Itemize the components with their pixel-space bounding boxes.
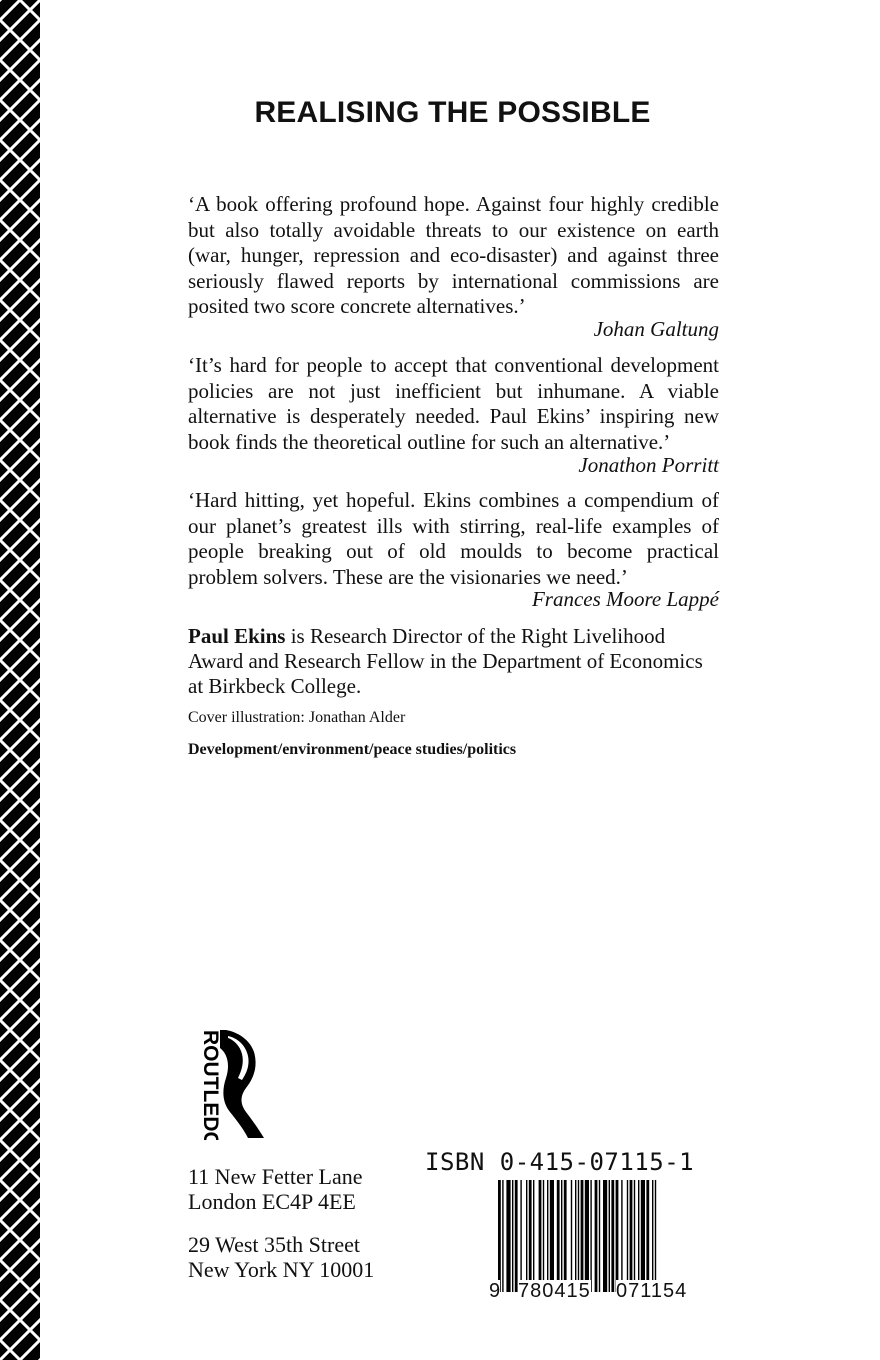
barcode-bar (621, 1180, 622, 1292)
barcode-digits-right: 071154 (616, 1280, 688, 1302)
barcode-bar (571, 1180, 572, 1292)
barcode-bar (543, 1180, 544, 1292)
barcode-bar (581, 1180, 584, 1292)
quote-text: ‘Hard hitting, yet hopeful. Ekins combines a compendium of our planet’s greatest ills with stirring, real-life examples of people breaking out of old moulds to become practical problem solvers. These are the visionaries we need.’ (188, 488, 719, 589)
barcode-bar (557, 1180, 560, 1292)
barcode-bar (652, 1180, 653, 1292)
address-line: 11 New Fetter Lane (188, 1164, 363, 1189)
barcode-bar (641, 1180, 645, 1292)
barcode-bar (520, 1180, 521, 1292)
barcode-bar (547, 1180, 548, 1292)
address-line: New York NY 10001 (188, 1257, 375, 1282)
routledge-logo (186, 1026, 266, 1145)
quote-text: ‘A book offering profound hope. Against four highly credible but also totally avoidable threats to our existence on earth (war, hunger, repression and eco-disaster) and against three seriously flawed reports by international commissions are posited two score concrete alternatives.’ (188, 192, 719, 319)
barcode-bar (578, 1180, 579, 1292)
logo-wordmark: ROUTLEDGE (199, 1030, 222, 1140)
barcode-bar (603, 1180, 607, 1292)
barcode-bar (512, 1180, 513, 1292)
quote-1 (188, 192, 719, 320)
barcode-bar (506, 1180, 510, 1292)
barcode-bar (585, 1180, 589, 1292)
barcode-bar (595, 1180, 598, 1292)
address-new-york (188, 1232, 374, 1282)
subject-category: Development/environment/peace studies/politics (188, 741, 517, 758)
barcode-digits-left: 780415 (518, 1280, 591, 1302)
barcode-lead-digit: 9 (489, 1280, 501, 1302)
barcode-bar (561, 1180, 562, 1292)
barcode-bar (590, 1180, 591, 1292)
barcode-bar (498, 1180, 501, 1292)
barcode-bar (599, 1180, 600, 1292)
barcode-bar (616, 1180, 619, 1292)
decorative-border-pattern (0, 0, 40, 1360)
barcode-bar (630, 1180, 633, 1292)
barcode-bar (638, 1180, 639, 1292)
quote-3 (188, 488, 719, 590)
cover-credit: Cover illustration: Jonathan Alder (188, 709, 406, 726)
quote-author: Johan Galtung (593, 317, 719, 341)
barcode-bar (634, 1180, 635, 1292)
barcode-bar (533, 1180, 534, 1292)
address-london (188, 1164, 363, 1214)
barcode-bar (515, 1180, 518, 1292)
quote-author: Jonathon Porritt (578, 453, 719, 477)
barcode-bar (539, 1180, 542, 1292)
barcode-bar (529, 1180, 532, 1292)
barcode-bar (502, 1180, 503, 1292)
barcode-bar (575, 1180, 576, 1292)
barcode-bar (609, 1180, 610, 1292)
book-title: REALISING THE POSSIBLE (254, 96, 651, 129)
quote-author: Frances Moore Lappé (531, 587, 719, 611)
quote-2 (188, 353, 719, 455)
barcode-bar (550, 1180, 554, 1292)
author-bio (188, 624, 719, 699)
author-bio-text: is Research Director of the Right Livelihood Award and Research Fellow in the Department of Economics at Birkbeck College. (188, 624, 703, 698)
address-line: London EC4P 4EE (188, 1189, 356, 1214)
barcode-bar (564, 1180, 567, 1292)
quote-text: ‘It’s hard for people to accept that conventional development policies are not just inefficient but inhumane. A viable alternative is desperately needed. Paul Ekins’ inspiring new book finds the theoretical outline for such an alternative.’ (188, 353, 719, 454)
barcode-bar (646, 1180, 649, 1292)
barcode-bar (526, 1180, 527, 1292)
barcode-bar (611, 1180, 614, 1292)
author-name: Paul Ekins (188, 624, 286, 648)
address-line: 29 West 35th Street (188, 1232, 360, 1257)
barcode-bar (627, 1180, 628, 1292)
barcode-bar (655, 1180, 656, 1292)
isbn-number: ISBN 0-415-07115-1 (425, 1148, 695, 1176)
